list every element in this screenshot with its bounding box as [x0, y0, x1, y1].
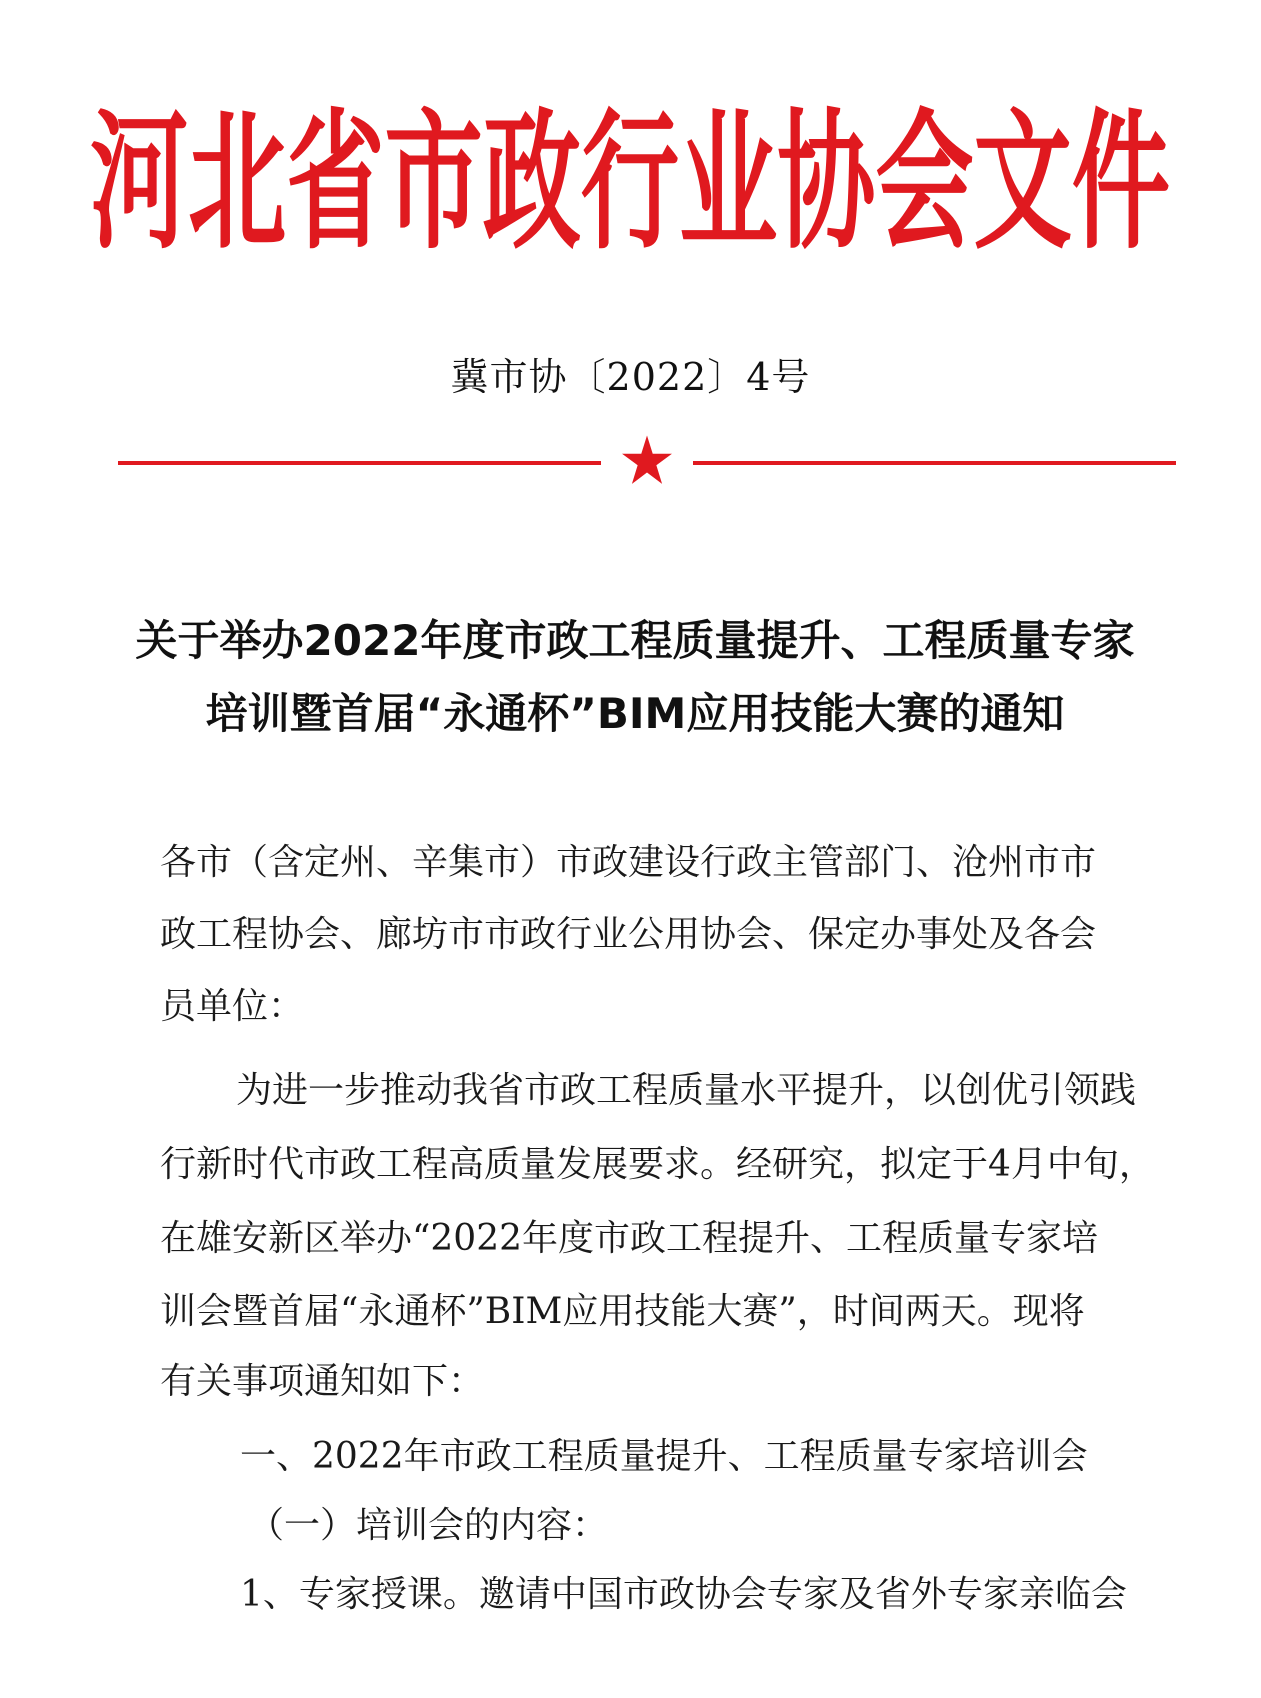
recipient-line-3: 员单位： [160, 986, 305, 1027]
recipient-line-1: 各市（含定州、辛集市）市政建设行政主管部门、沧州市市 [160, 842, 1097, 883]
recipient-line-2: 政工程协会、廊坊市市政行业公用协会、保定办事处及各会 [160, 914, 1097, 955]
red-separator [118, 432, 1176, 492]
notice-title-line-2: 培训暨首届“永通杯”BIM应用技能大赛的通知 [205, 689, 1065, 738]
section-heading-1: 一、2022年市政工程质量提升、工程质量专家培训会 [240, 1436, 1088, 1477]
separator-line-left [118, 461, 601, 465]
notice-title-line-1: 关于举办2022年度市政工程质量提升、工程质量专家 [135, 616, 1135, 665]
document-number: 冀市协〔2022〕4号 [450, 355, 811, 399]
masthead [0, 82, 1261, 262]
paragraph-line-1: 为进一步推动我省市政工程质量水平提升，以创优引领践 [236, 1070, 1137, 1111]
masthead-graphic [0, 82, 1261, 262]
paragraph-line-3: 在雄安新区举办“2022年度市政工程提升、工程质量专家培 [160, 1218, 1099, 1259]
separator-line-right [693, 461, 1176, 465]
list-item-1: 1、专家授课。邀请中国市政协会专家及省外专家亲临会 [240, 1574, 1127, 1615]
paragraph-line-5: 有关事项通知如下： [160, 1361, 485, 1402]
subsection-heading-1: （一）培训会的内容： [248, 1505, 609, 1546]
star-icon [621, 432, 673, 488]
paragraph-line-4: 训会暨首届“永通杯”BIM应用技能大赛”，时间两天。现将 [160, 1291, 1085, 1332]
org-title: 河北省市政行业协会文件 [90, 96, 1170, 262]
paragraph-line-2: 行新时代市政工程高质量发展要求。经研究，拟定于4月中旬， [160, 1144, 1155, 1185]
